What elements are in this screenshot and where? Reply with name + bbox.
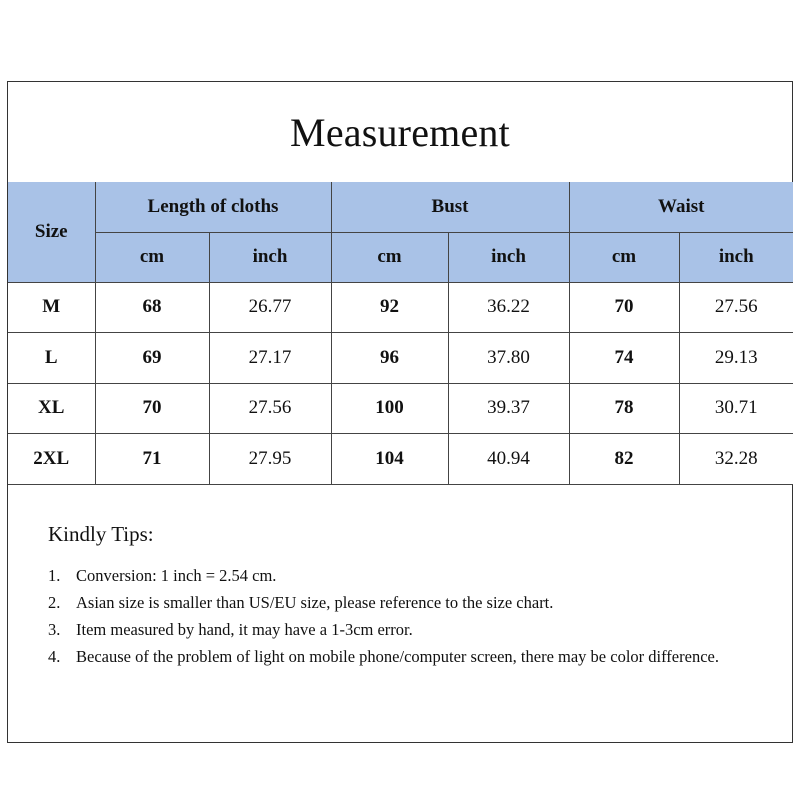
size-chart-frame [7,81,793,743]
unit-header: inch [209,232,331,282]
unit-header: cm [569,232,679,282]
list-text: Conversion: 1 inch = 2.54 cm. [76,566,277,585]
list-number: 4. [48,647,61,666]
table-cell: 100 [331,383,448,434]
table-units-row [8,232,793,282]
list-item [48,589,728,616]
table-cell: 70 [569,282,679,333]
list-text: Asian size is smaller than US/EU size, please reference to the size chart. [76,593,554,612]
list-number: 3. [48,620,61,639]
chart-title: Measurement [290,109,510,155]
list-item [48,616,728,643]
table-cell: 74 [569,333,679,384]
unit-header: cm [331,232,448,282]
unit-header: cm [95,232,209,282]
size-cell: L [8,333,95,384]
table-cell: 104 [331,434,448,485]
table-cell: 68 [95,282,209,333]
list-text: Item measured by hand, it may have a 1-3cm error. [76,620,413,639]
table-cell: 71 [95,434,209,485]
waist-group-header: Waist [569,182,793,232]
table-cell: 37.80 [448,333,569,384]
table-cell: 27.56 [209,383,331,434]
table-cell: 27.56 [679,282,793,333]
size-cell: M [8,282,95,333]
table-cell: 27.95 [209,434,331,485]
table-cell: 29.13 [679,333,793,384]
tips-heading: Kindly Tips: [48,522,154,546]
tips-list [48,562,728,670]
size-cell: 2XL [8,434,95,485]
table-cell: 32.28 [679,434,793,485]
table-cell: 39.37 [448,383,569,434]
bust-group-header: Bust [331,182,569,232]
tips-section [8,484,792,742]
list-item [48,643,728,670]
list-number: 1. [48,566,61,585]
size-column-header: Size [8,182,95,282]
table-cell: 78 [569,383,679,434]
table-row [8,333,793,384]
table-header-row [8,182,793,232]
table-cell: 96 [331,333,448,384]
table-cell: 36.22 [448,282,569,333]
unit-header: inch [679,232,793,282]
table-cell: 30.71 [679,383,793,434]
length-group-header: Length of cloths [95,182,331,232]
table-cell: 26.77 [209,282,331,333]
list-number: 2. [48,593,61,612]
list-item [48,562,728,589]
unit-header: inch [448,232,569,282]
table-cell: 82 [569,434,679,485]
table-cell: 70 [95,383,209,434]
table-row [8,383,793,434]
table-cell: 92 [331,282,448,333]
table-row [8,282,793,333]
list-text: Because of the problem of light on mobile phone/computer screen, there may be color difference. [76,647,719,666]
table-cell: 69 [95,333,209,384]
table-row [8,434,793,485]
table-cell: 40.94 [448,434,569,485]
size-cell: XL [8,383,95,434]
size-table [8,182,793,485]
table-cell: 27.17 [209,333,331,384]
